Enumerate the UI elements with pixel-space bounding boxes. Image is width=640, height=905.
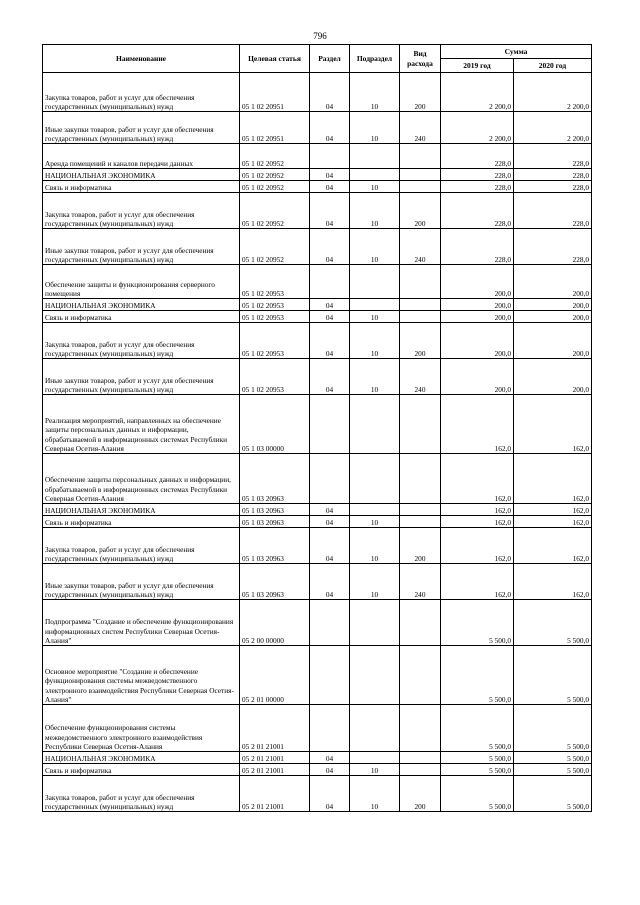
row-section: 04 <box>310 229 350 265</box>
row-name: Закупка товаров, работ и услуг для обеспечения государственных (муниципальных) нужд <box>43 323 240 359</box>
row-code: 05 1 02 20952 <box>240 181 310 193</box>
row-name: Связь и информатика <box>43 764 240 776</box>
row-name: Связь и информатика <box>43 311 240 323</box>
row-sum-2019: 5 500,0 <box>441 600 514 646</box>
row-sum-2019: 162,0 <box>441 516 514 528</box>
row-code: 05 2 01 21001 <box>240 705 310 752</box>
row-code: 05 2 01 21001 <box>240 776 310 812</box>
row-sum-2020: 228,0 <box>514 169 592 181</box>
row-sum-2019: 228,0 <box>441 193 514 229</box>
row-sum-2020: 5 500,0 <box>514 752 592 764</box>
row-code: 05 2 01 00000 <box>240 646 310 705</box>
table-row <box>43 516 592 528</box>
row-expense-type <box>400 646 441 705</box>
row-expense-type <box>400 752 441 764</box>
row-code: 05 2 01 21001 <box>240 752 310 764</box>
table-body <box>43 73 592 812</box>
row-subsection <box>350 646 400 705</box>
row-expense-type: 200 <box>400 73 441 112</box>
row-expense-type <box>400 169 441 181</box>
header-section: Раздел <box>310 45 350 73</box>
row-subsection: 10 <box>350 112 400 144</box>
row-code: 05 1 02 20953 <box>240 323 310 359</box>
table-row <box>43 311 592 323</box>
row-section: 04 <box>310 299 350 311</box>
row-sum-2019: 200,0 <box>441 299 514 311</box>
row-name: Закупка товаров, работ и услуг для обеспечения государственных (муниципальных) нужд <box>43 73 240 112</box>
row-expense-type <box>400 144 441 169</box>
row-sum-2019: 162,0 <box>441 564 514 600</box>
table-row <box>43 776 592 812</box>
row-sum-2020: 5 500,0 <box>514 600 592 646</box>
row-sum-2019: 228,0 <box>441 169 514 181</box>
row-sum-2020: 2 200,0 <box>514 112 592 144</box>
table-row <box>43 193 592 229</box>
row-sum-2020: 228,0 <box>514 181 592 193</box>
row-section: 04 <box>310 516 350 528</box>
row-code: 05 1 02 20952 <box>240 193 310 229</box>
row-section: 04 <box>310 73 350 112</box>
row-name: Подпрограмма "Создание и обеспечение функционирования информационных систем Республики Северная Осетия-Алания" <box>43 600 240 646</box>
row-sum-2020: 228,0 <box>514 193 592 229</box>
row-sum-2020: 162,0 <box>514 395 592 454</box>
row-subsection <box>350 504 400 516</box>
row-sum-2019: 162,0 <box>441 528 514 564</box>
row-section: 04 <box>310 764 350 776</box>
table-row <box>43 181 592 193</box>
row-expense-type <box>400 705 441 752</box>
row-name: Связь и информатика <box>43 516 240 528</box>
row-name: Закупка товаров, работ и услуг для обеспечения государственных (муниципальных) нужд <box>43 776 240 812</box>
row-sum-2019: 162,0 <box>441 395 514 454</box>
row-sum-2019: 228,0 <box>441 181 514 193</box>
row-code: 05 1 02 20953 <box>240 359 310 395</box>
row-expense-type: 240 <box>400 112 441 144</box>
row-sum-2019: 5 500,0 <box>441 776 514 812</box>
row-section: 04 <box>310 564 350 600</box>
row-code: 05 1 02 20953 <box>240 299 310 311</box>
row-expense-type <box>400 600 441 646</box>
row-section: 04 <box>310 311 350 323</box>
row-expense-type: 240 <box>400 229 441 265</box>
row-subsection: 10 <box>350 311 400 323</box>
row-code: 05 1 02 20952 <box>240 169 310 181</box>
row-section <box>310 454 350 504</box>
row-sum-2020: 200,0 <box>514 299 592 311</box>
row-sum-2020: 2 200,0 <box>514 73 592 112</box>
row-name: Закупка товаров, работ и услуг для обеспечения государственных (муниципальных) нужд <box>43 528 240 564</box>
row-expense-type <box>400 299 441 311</box>
table-row <box>43 169 592 181</box>
row-subsection: 10 <box>350 229 400 265</box>
row-expense-type <box>400 395 441 454</box>
row-name: НАЦИОНАЛЬНАЯ ЭКОНОМИКА <box>43 299 240 311</box>
row-sum-2019: 200,0 <box>441 323 514 359</box>
row-subsection <box>350 265 400 299</box>
row-expense-type: 200 <box>400 193 441 229</box>
row-section: 04 <box>310 776 350 812</box>
row-sum-2020: 162,0 <box>514 454 592 504</box>
row-sum-2020: 5 500,0 <box>514 646 592 705</box>
row-sum-2020: 200,0 <box>514 265 592 299</box>
table-row <box>43 323 592 359</box>
row-sum-2020: 5 500,0 <box>514 776 592 812</box>
row-sum-2019: 5 500,0 <box>441 752 514 764</box>
table-row <box>43 600 592 646</box>
row-section <box>310 144 350 169</box>
row-name: Иные закупки товаров, работ и услуг для обеспечения государственных (муниципальных) нужд <box>43 359 240 395</box>
row-expense-type <box>400 311 441 323</box>
row-expense-type <box>400 181 441 193</box>
row-name: Закупка товаров, работ и услуг для обеспечения государственных (муниципальных) нужд <box>43 193 240 229</box>
header-year-2020: 2020 год <box>514 59 592 73</box>
row-code: 05 2 00 00000 <box>240 600 310 646</box>
row-sum-2019: 162,0 <box>441 504 514 516</box>
row-code: 05 1 03 00000 <box>240 395 310 454</box>
row-sum-2020: 200,0 <box>514 359 592 395</box>
row-code: 05 1 03 20963 <box>240 516 310 528</box>
row-expense-type <box>400 504 441 516</box>
row-code: 05 1 03 20963 <box>240 454 310 504</box>
row-name: НАЦИОНАЛЬНАЯ ЭКОНОМИКА <box>43 169 240 181</box>
table-row <box>43 504 592 516</box>
row-sum-2020: 200,0 <box>514 323 592 359</box>
row-sum-2020: 162,0 <box>514 564 592 600</box>
table-row <box>43 299 592 311</box>
row-section <box>310 646 350 705</box>
row-sum-2019: 200,0 <box>441 359 514 395</box>
row-expense-type: 240 <box>400 564 441 600</box>
row-code: 05 1 02 20953 <box>240 265 310 299</box>
row-section: 04 <box>310 169 350 181</box>
row-code: 05 1 03 20963 <box>240 564 310 600</box>
table-row <box>43 112 592 144</box>
row-sum-2020: 228,0 <box>514 229 592 265</box>
row-section <box>310 600 350 646</box>
header-expense-type: Вид расхода <box>400 45 441 73</box>
row-subsection: 10 <box>350 564 400 600</box>
row-sum-2019: 200,0 <box>441 265 514 299</box>
row-expense-type: 200 <box>400 776 441 812</box>
row-section: 04 <box>310 323 350 359</box>
row-expense-type <box>400 764 441 776</box>
row-code: 05 1 02 20952 <box>240 229 310 265</box>
table-row <box>43 454 592 504</box>
table-row <box>43 752 592 764</box>
row-name: Связь и информатика <box>43 181 240 193</box>
row-subsection: 10 <box>350 516 400 528</box>
table-row <box>43 705 592 752</box>
row-code: 05 2 01 21001 <box>240 764 310 776</box>
row-section <box>310 705 350 752</box>
row-code: 05 1 03 20963 <box>240 504 310 516</box>
row-subsection <box>350 705 400 752</box>
row-expense-type: 240 <box>400 359 441 395</box>
row-sum-2019: 228,0 <box>441 229 514 265</box>
row-expense-type: 200 <box>400 323 441 359</box>
table-row <box>43 144 592 169</box>
table-row <box>43 265 592 299</box>
row-sum-2019: 5 500,0 <box>441 764 514 776</box>
row-code: 05 1 02 20953 <box>240 311 310 323</box>
row-sum-2019: 5 500,0 <box>441 646 514 705</box>
row-name: Иные закупки товаров, работ и услуг для обеспечения государственных (муниципальных) нужд <box>43 112 240 144</box>
row-name: Иные закупки товаров, работ и услуг для обеспечения государственных (муниципальных) нужд <box>43 229 240 265</box>
row-sum-2020: 162,0 <box>514 528 592 564</box>
row-name: НАЦИОНАЛЬНАЯ ЭКОНОМИКА <box>43 504 240 516</box>
row-subsection <box>350 299 400 311</box>
table-row <box>43 359 592 395</box>
row-subsection: 10 <box>350 764 400 776</box>
row-sum-2019: 200,0 <box>441 311 514 323</box>
row-name: Обеспечение функционирования системы межведомственного электронного взаимодействия Республики Северная Осетия-Алания <box>43 705 240 752</box>
row-section: 04 <box>310 528 350 564</box>
row-code: 05 1 02 20952 <box>240 144 310 169</box>
table-row <box>43 395 592 454</box>
row-name: Иные закупки товаров, работ и услуг для обеспечения государственных (муниципальных) нужд <box>43 564 240 600</box>
header-sum: Сумма <box>441 45 592 59</box>
row-section: 04 <box>310 752 350 764</box>
page-number: 796 <box>313 31 327 41</box>
row-code: 05 1 02 20951 <box>240 73 310 112</box>
row-subsection: 10 <box>350 323 400 359</box>
header-name: Наименование <box>43 45 240 73</box>
row-sum-2020: 162,0 <box>514 504 592 516</box>
row-sum-2020: 200,0 <box>514 311 592 323</box>
row-sum-2019: 2 200,0 <box>441 112 514 144</box>
row-section: 04 <box>310 181 350 193</box>
row-expense-type <box>400 265 441 299</box>
table-row <box>43 229 592 265</box>
row-section <box>310 395 350 454</box>
row-sum-2019: 228,0 <box>441 144 514 169</box>
row-sum-2020: 5 500,0 <box>514 764 592 776</box>
row-subsection <box>350 169 400 181</box>
row-sum-2020: 5 500,0 <box>514 705 592 752</box>
row-name: Обеспечение защиты и функционирования серверного помещения <box>43 265 240 299</box>
row-expense-type: 200 <box>400 528 441 564</box>
row-name: Реализация мероприятий, направленных на обеспечение защиты персональных данных и информации, обрабатываемой в информационных системах Республики Северная Осетия-Алания <box>43 395 240 454</box>
row-name: НАЦИОНАЛЬНАЯ ЭКОНОМИКА <box>43 752 240 764</box>
row-sum-2019: 2 200,0 <box>441 73 514 112</box>
row-subsection: 10 <box>350 359 400 395</box>
row-subsection: 10 <box>350 776 400 812</box>
row-subsection <box>350 395 400 454</box>
row-expense-type <box>400 454 441 504</box>
row-subsection <box>350 600 400 646</box>
row-sum-2019: 5 500,0 <box>441 705 514 752</box>
table-row <box>43 528 592 564</box>
row-sum-2019: 162,0 <box>441 454 514 504</box>
row-name: Аренда помещений и каналов передачи данных <box>43 144 240 169</box>
table-row <box>43 73 592 112</box>
row-sum-2020: 162,0 <box>514 516 592 528</box>
row-subsection: 10 <box>350 73 400 112</box>
budget-table <box>42 44 592 812</box>
row-section: 04 <box>310 359 350 395</box>
row-subsection: 10 <box>350 181 400 193</box>
row-code: 05 1 03 20963 <box>240 528 310 564</box>
header-year-2019: 2019 год <box>441 59 514 73</box>
row-sum-2020: 228,0 <box>514 144 592 169</box>
row-subsection: 10 <box>350 528 400 564</box>
row-expense-type <box>400 516 441 528</box>
row-name: Обеспечение защиты персональных данных и информации, обрабатываемой в информационных системах Республики Северная Осетия-Алания <box>43 454 240 504</box>
row-section <box>310 265 350 299</box>
row-section: 04 <box>310 504 350 516</box>
row-subsection: 10 <box>350 193 400 229</box>
row-name: Основное мероприятие "Создание и обеспечение функционирования системы межведомственного электронного взаимодействия Республики Северная Осетия-Алания" <box>43 646 240 705</box>
row-subsection <box>350 454 400 504</box>
row-subsection <box>350 752 400 764</box>
row-subsection <box>350 144 400 169</box>
row-section: 04 <box>310 193 350 229</box>
row-section: 04 <box>310 112 350 144</box>
table-row <box>43 764 592 776</box>
table-row <box>43 564 592 600</box>
header-article: Целевая статья <box>240 45 310 73</box>
header-subsection: Подраздел <box>350 45 400 73</box>
table-row <box>43 646 592 705</box>
row-code: 05 1 02 20951 <box>240 112 310 144</box>
